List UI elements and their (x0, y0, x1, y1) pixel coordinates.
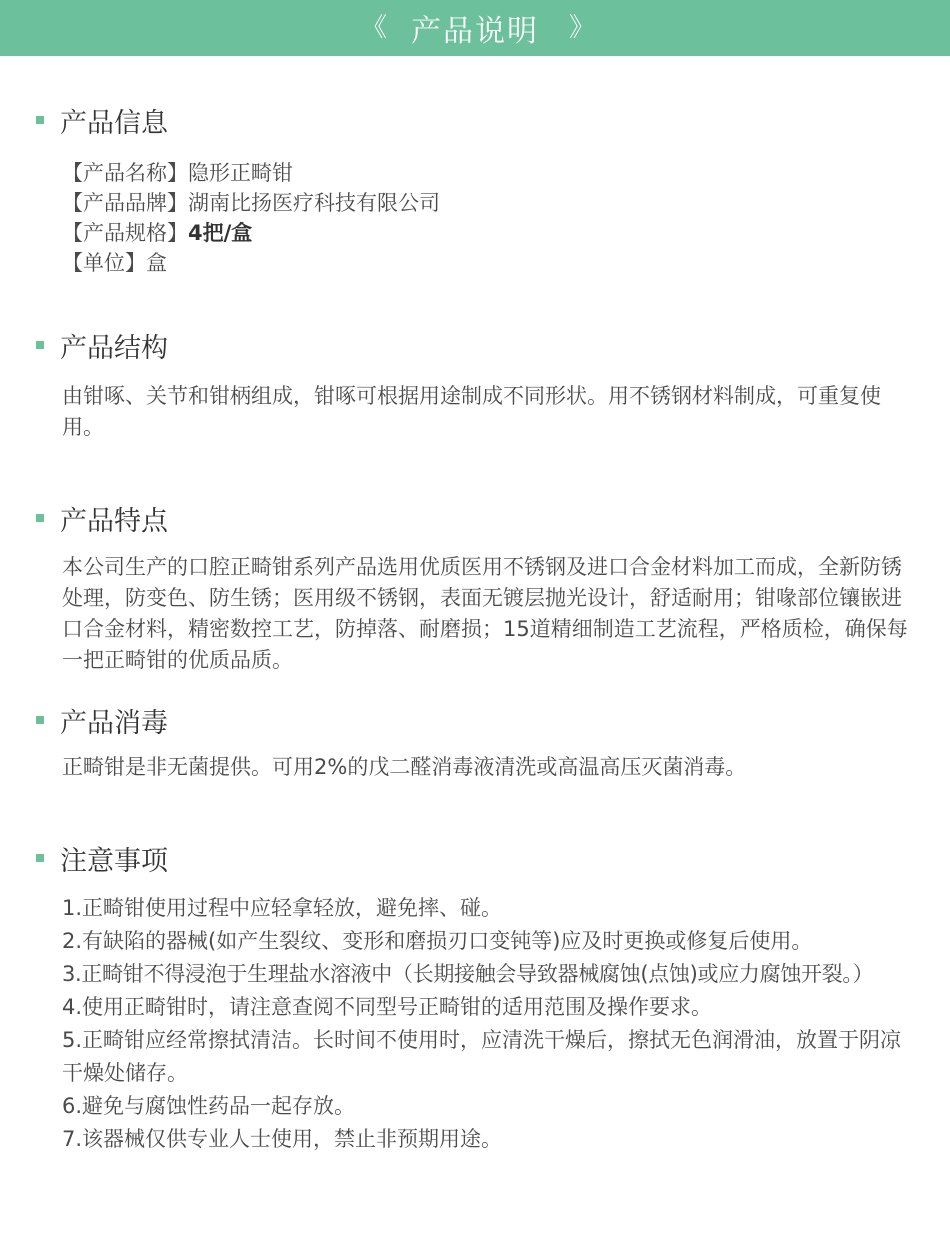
list-item: 1.正畸钳使用过程中应轻拿轻放，避免摔、碰。 (62, 896, 503, 920)
page-title: 产品说明 (411, 14, 539, 49)
section-title: 产品消毒 (60, 707, 168, 739)
section-heading (36, 498, 916, 538)
info-row-spec: 【产品规格】4把/盒 (62, 221, 253, 245)
info-row-unit: 【单位】盒 (62, 251, 167, 275)
list-item: 7.该器械仅供专业人士使用，禁止非预期用途。 (62, 1127, 503, 1151)
section-heading (36, 700, 916, 740)
list-item: 4.使用正畸钳时，请注意查阅不同型号正畸钳的适用范围及操作要求。 (62, 995, 713, 1019)
section-heading (36, 100, 916, 140)
section-title: 注意事项 (60, 845, 168, 877)
section-product-structure (36, 325, 916, 443)
square-bullet-icon (36, 116, 44, 124)
section-product-info (36, 100, 916, 278)
info-row-brand: 【产品品牌】湖南比扬医疗科技有限公司 (62, 191, 440, 215)
square-bullet-icon (36, 716, 44, 724)
square-bullet-icon (36, 514, 44, 522)
square-bullet-icon (36, 341, 44, 349)
features-body: 本公司生产的口腔正畸钳系列产品选用优质医用不锈钢及进口合金材料加工而成，全新防锈处理，防变色、防生锈；医用级不锈钢，表面无镀层抛光设计，舒适耐用；钳喙部位镶嵌进口合金材料，精密数控工艺，防掉落、耐磨损；15道精细制造工艺流程，严格质检，确保每一把正畸钳的优质品质。 (62, 555, 908, 672)
structure-body: 由钳啄、关节和钳柄组成，钳啄可根据用途制成不同形状。用不锈钢材料制成，可重复使用。 (62, 384, 881, 439)
info-list (36, 158, 916, 278)
list-item: 6.避免与腐蚀性药品一起存放。 (62, 1094, 356, 1118)
precautions-list (36, 892, 916, 1156)
section-title: 产品信息 (60, 107, 168, 139)
section-heading (36, 838, 916, 878)
header-banner (0, 0, 950, 56)
list-item: 2.有缺陷的器械(如产生裂纹、变形和磨损刃口变钝等)应及时更换或修复后使用。 (62, 929, 813, 953)
section-precautions (36, 838, 916, 1156)
section-heading (36, 325, 916, 365)
section-product-features (36, 498, 916, 676)
disinfection-body: 正畸钳是非无菌提供。可用2%的戊二醛消毒液清洗或高温高压灭菌消毒。 (62, 755, 747, 779)
section-title: 产品结构 (60, 332, 168, 364)
section-product-disinfection (36, 700, 916, 783)
section-title: 产品特点 (60, 505, 168, 537)
left-chevrons-icon: 《 (360, 13, 381, 43)
list-item: 5.正畸钳应经常擦拭清洁。长时间不使用时，应清洗干燥后，擦拭无色润滑油，放置于阴凉干燥处储存。 (62, 1028, 902, 1085)
square-bullet-icon (36, 854, 44, 862)
right-chevrons-icon: 》 (569, 13, 590, 43)
info-row-name: 【产品名称】隐形正畸钳 (62, 161, 293, 185)
list-item: 3.正畸钳不得浸泡于生理盐水溶液中（长期接触会导致器械腐蚀(点蚀)或应力腐蚀开裂。） (62, 962, 874, 986)
